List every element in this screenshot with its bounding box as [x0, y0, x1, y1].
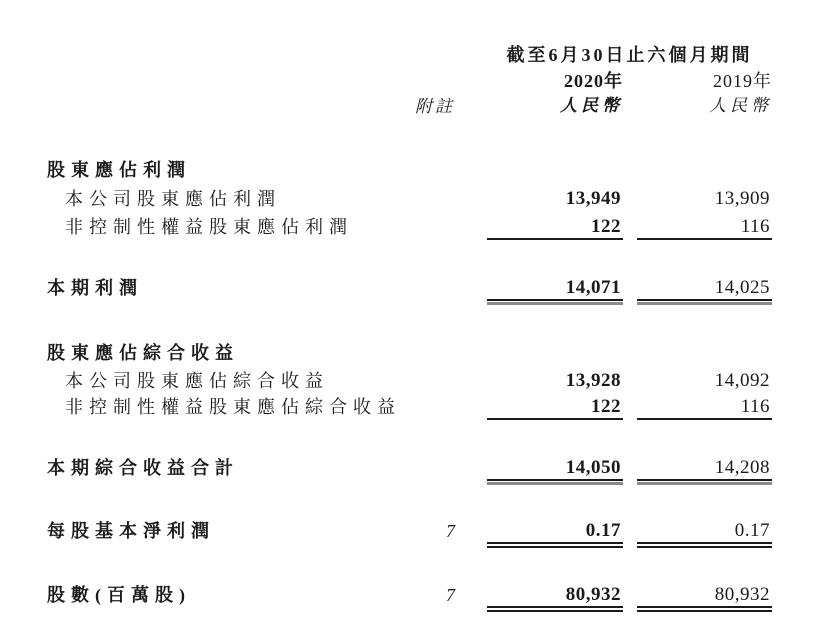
value-2019: 116 — [637, 217, 772, 240]
value-2020: 13,928 — [565, 370, 621, 391]
value-2020: 80,932 — [487, 585, 623, 608]
value-2019: 13,909 — [714, 188, 770, 209]
column-header-year-2020: 2020年 — [564, 71, 623, 91]
period-title: 截至6月30日止六個月期間 — [506, 45, 753, 65]
column-header-year-2019: 2019年 — [713, 71, 772, 91]
row-label: 本期利潤 — [47, 278, 143, 298]
row-profit-for-period — [0, 278, 821, 302]
value-2020: 122 — [487, 397, 623, 420]
column-unit-2019: 人民幣 — [709, 96, 772, 115]
value-2020: 0.17 — [487, 521, 623, 544]
row-label: 股東應佔利潤 — [47, 160, 191, 180]
column-header-notes: 附註 — [415, 97, 455, 116]
row-number-of-shares — [0, 585, 821, 609]
value-2019: 80,932 — [637, 585, 772, 608]
row-label: 非控制性權益股東應佔利潤 — [65, 217, 353, 237]
row-label: 本公司股東應佔利潤 — [65, 189, 281, 209]
row-profit-company-shareholders — [0, 189, 821, 213]
row-basic-eps — [0, 521, 821, 545]
row-label: 本期綜合收益合計 — [47, 458, 239, 478]
note-reference: 7 — [446, 585, 455, 605]
note-reference: 7 — [446, 521, 455, 541]
value-2019: 0.17 — [637, 521, 772, 544]
row-label: 本公司股東應佔綜合收益 — [65, 371, 329, 391]
value-2020: 122 — [487, 217, 623, 240]
value-2019: 14,092 — [714, 370, 770, 391]
row-label: 股數(百萬股) — [47, 585, 191, 605]
row-comprehensive-company-shareholders — [0, 371, 821, 395]
value-2020: 14,050 — [487, 458, 623, 481]
column-unit-2020: 人民幣 — [560, 96, 623, 115]
value-2020: 14,071 — [487, 278, 623, 301]
value-2019: 116 — [637, 397, 772, 420]
row-comprehensive-non-controlling — [0, 397, 821, 421]
row-label: 非控制性權益股東應佔綜合收益 — [65, 397, 401, 417]
value-2020: 13,949 — [565, 188, 621, 209]
value-2019: 14,025 — [637, 278, 772, 301]
value-2019: 14,208 — [637, 458, 772, 481]
section-profit-attributable — [0, 160, 821, 184]
row-label: 股東應佔綜合收益 — [47, 343, 239, 363]
row-total-comprehensive-income — [0, 458, 821, 482]
row-label: 每股基本淨利潤 — [47, 521, 215, 541]
row-profit-non-controlling — [0, 217, 821, 241]
section-comprehensive-income — [0, 343, 821, 367]
